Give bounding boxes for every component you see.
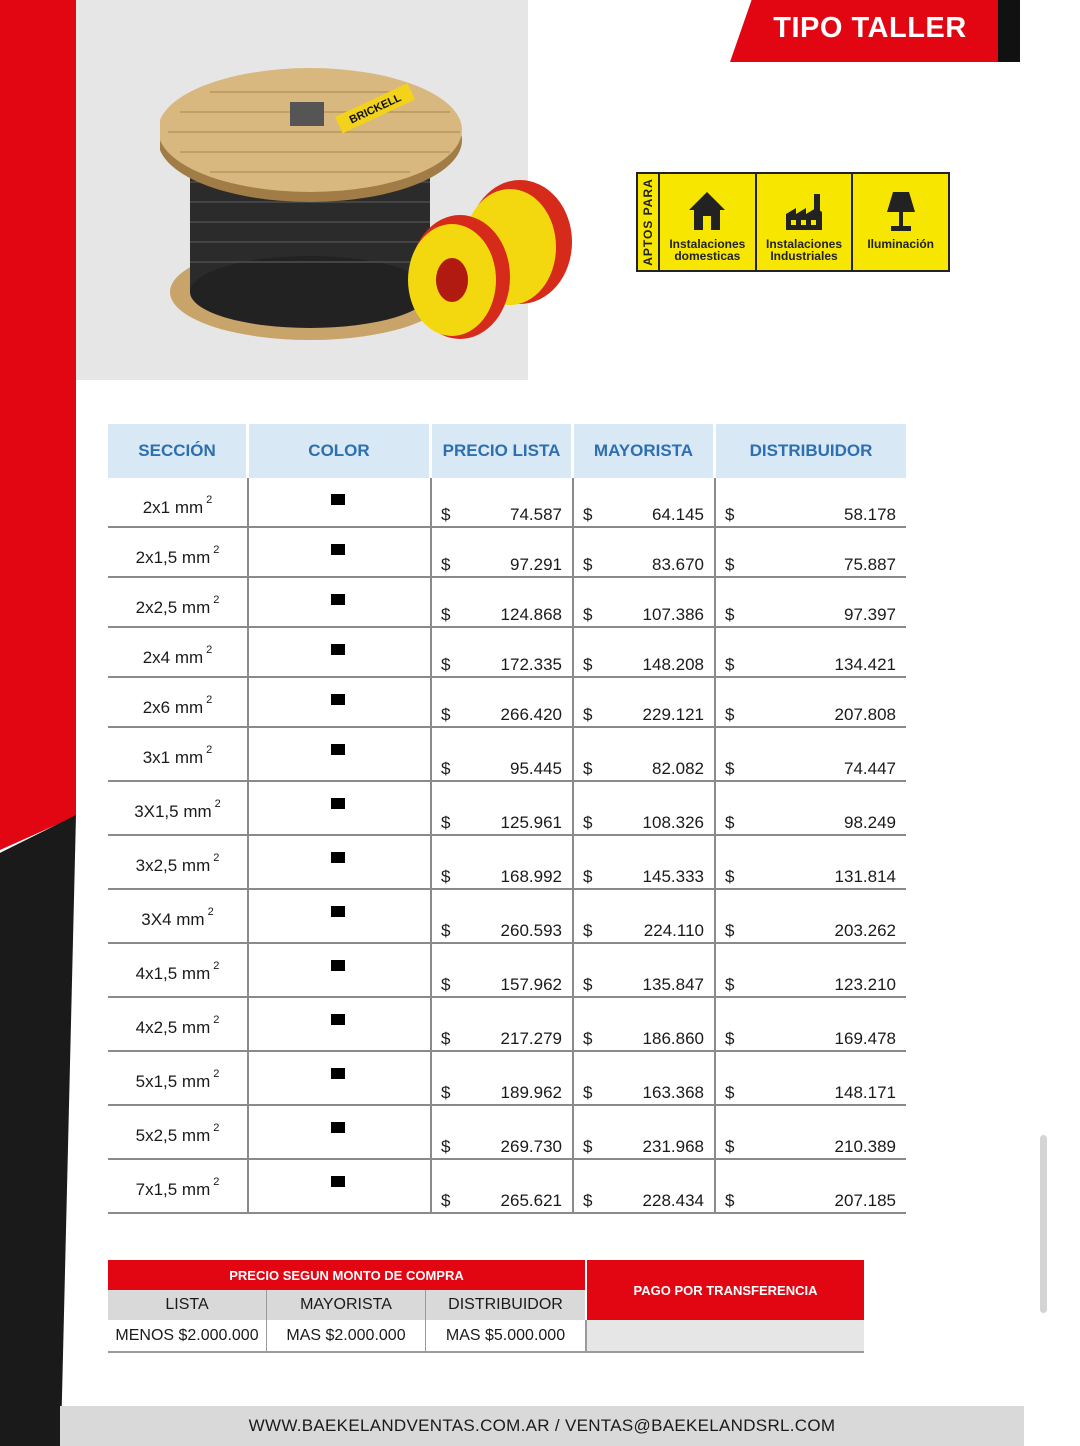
row-mayorista: $ 229.121 <box>574 678 716 726</box>
row-mayorista: $ 145.333 <box>574 836 716 888</box>
table-row <box>108 528 906 578</box>
row-distribuidor: $ 97.397 <box>725 605 896 624</box>
table-row <box>108 1160 906 1214</box>
row-distribuidor: $ 134.421 <box>725 655 896 674</box>
color-swatch-black <box>331 644 345 655</box>
color-swatch-black <box>331 852 345 863</box>
table-row <box>108 578 906 628</box>
color-swatch-black <box>331 1014 345 1025</box>
price-table <box>108 424 906 1214</box>
color-swatch-black <box>331 1068 345 1079</box>
row-color <box>249 678 432 726</box>
svg-text:BRICKELL: BRICKELL <box>347 91 404 127</box>
row-mayorista: $ 64.145 <box>574 478 716 526</box>
color-swatch-black <box>331 960 345 971</box>
compra-col-mayorista: MAYORISTA <box>267 1290 426 1320</box>
row-distribuidor: $ 210.389 <box>725 1137 896 1156</box>
row-seccion: 2x1,5 mm $^2$ <box>108 528 249 576</box>
color-swatch-black <box>331 544 345 555</box>
color-swatch-black <box>331 906 345 917</box>
row-color <box>249 528 432 576</box>
row-mayorista: $ 231.968 <box>574 1106 716 1158</box>
table-row <box>108 782 906 836</box>
row-mayorista: $ 135.847 <box>574 944 716 996</box>
row-color <box>249 836 432 888</box>
row-distribuidor: $ 207.808 <box>725 705 896 724</box>
header-color: COLOR <box>249 424 432 478</box>
row-seccion: 2x4 mm $^2$ <box>108 628 249 676</box>
row-distribuidor: $ 123.210 <box>725 975 896 994</box>
row-seccion: 3X4 mm $^2$ <box>108 890 249 942</box>
table-row <box>108 478 906 528</box>
row-precio-lista: $ 189.962 <box>432 1052 574 1104</box>
table-row <box>108 1052 906 1106</box>
row-mayorista: $ 107.386 <box>574 578 716 626</box>
row-precio-lista: $ 265.621 <box>432 1160 574 1212</box>
row-precio-lista: $ 266.420 <box>432 678 574 726</box>
row-distribuidor: $ 203.262 <box>725 921 896 940</box>
row-mayorista: $ 82.082 <box>574 728 716 780</box>
apto-iluminacion: Iluminación <box>853 174 948 270</box>
row-distribuidor: $ 58.178 <box>725 505 896 524</box>
apto-domesticas: Instalaciones domesticas <box>660 174 757 270</box>
row-seccion: 2x6 mm $^2$ <box>108 678 249 726</box>
table-row <box>108 890 906 944</box>
row-color <box>249 944 432 996</box>
factory-icon <box>782 188 826 236</box>
row-seccion: 3X1,5 mm $^2$ <box>108 782 249 834</box>
row-seccion: 3x2,5 mm $^2$ <box>108 836 249 888</box>
color-swatch-black <box>331 1176 345 1187</box>
table-row <box>108 998 906 1052</box>
row-precio-lista: $ 217.279 <box>432 998 574 1050</box>
lamp-icon <box>879 188 923 236</box>
row-color <box>249 998 432 1050</box>
compra-value-distribuidor: MAS $5.000.000 <box>445 1326 566 1344</box>
compra-table <box>108 1260 864 1353</box>
row-seccion: 3x1 mm $^2$ <box>108 728 249 780</box>
row-color <box>249 728 432 780</box>
row-distribuidor: $ 75.887 <box>725 555 896 574</box>
row-precio-lista: $ 125.961 <box>432 782 574 834</box>
compra-values <box>108 1320 585 1353</box>
row-mayorista: $ 108.326 <box>574 782 716 834</box>
table-row <box>108 1106 906 1160</box>
row-distribuidor: $ 169.478 <box>725 1029 896 1048</box>
table-row <box>108 836 906 890</box>
header-mayorista: MAYORISTA <box>574 424 716 478</box>
house-icon <box>685 188 729 236</box>
color-swatch-black <box>331 694 345 705</box>
cable-spool-image <box>160 62 580 352</box>
compra-title: PRECIO SEGUN MONTO DE COMPRA <box>108 1260 585 1290</box>
row-color <box>249 578 432 626</box>
color-swatch-black <box>331 744 345 755</box>
row-color <box>249 1160 432 1212</box>
row-color <box>249 478 432 526</box>
scrollbar[interactable] <box>1040 1135 1047 1313</box>
row-precio-lista: $ 74.587 <box>432 478 574 526</box>
left-stripe-red <box>0 0 76 850</box>
row-seccion: 5x2,5 mm $^2$ <box>108 1106 249 1158</box>
row-precio-lista: $ 157.962 <box>432 944 574 996</box>
row-precio-lista: $ 269.730 <box>432 1106 574 1158</box>
row-mayorista: $ 163.368 <box>574 1052 716 1104</box>
table-row <box>108 628 906 678</box>
row-seccion: 4x2,5 mm $^2$ <box>108 998 249 1050</box>
row-precio-lista: $ 260.593 <box>432 890 574 942</box>
row-mayorista: $ 148.208 <box>574 628 716 676</box>
row-distribuidor: $ 131.814 <box>725 867 896 886</box>
aptos-para-box <box>636 172 950 272</box>
row-color <box>249 1052 432 1104</box>
row-seccion: 2x2,5 mm $^2$ <box>108 578 249 626</box>
row-precio-lista: $ 97.291 <box>432 528 574 576</box>
price-table-header <box>108 424 906 478</box>
compra-value-lista: MENOS $2.000.000 <box>108 1320 267 1351</box>
left-stripe <box>0 0 60 1446</box>
row-precio-lista: $ 168.992 <box>432 836 574 888</box>
color-swatch-black <box>331 494 345 505</box>
apto-industriales: Instalaciones Industriales <box>757 174 854 270</box>
color-swatch-black <box>331 798 345 809</box>
footer-contact[interactable]: WWW.BAEKELANDVENTAS.COM.AR / VENTAS@BAEKELANDSRL.COM <box>60 1406 1024 1446</box>
header-precio-lista: PRECIO LISTA <box>432 424 574 478</box>
row-precio-lista: $ 172.335 <box>432 628 574 676</box>
row-seccion: 2x1 mm $^2$ <box>108 478 249 526</box>
compra-value-mayorista: MAS $2.000.000 <box>267 1320 426 1351</box>
row-precio-lista: $ 95.445 <box>432 728 574 780</box>
color-swatch-black <box>331 594 345 605</box>
color-swatch-black <box>331 1122 345 1133</box>
pago-transferencia-value <box>585 1320 864 1353</box>
compra-col-distribuidor: DISTRIBUIDOR <box>448 1296 563 1313</box>
row-mayorista: $ 224.110 <box>574 890 716 942</box>
compra-columns <box>108 1290 585 1320</box>
left-stripe-black <box>0 815 76 1446</box>
tag-label: TIPO TALLER <box>773 12 967 44</box>
row-mayorista: $ 228.434 <box>574 1160 716 1212</box>
row-mayorista: $ 186.860 <box>574 998 716 1050</box>
row-distribuidor: $ 148.171 <box>725 1083 896 1102</box>
row-color <box>249 782 432 834</box>
aptos-title: APTOS PARA <box>641 178 655 266</box>
row-mayorista: $ 83.670 <box>574 528 716 576</box>
row-seccion: 7x1,5 mm $^2$ <box>108 1160 249 1212</box>
table-row <box>108 678 906 728</box>
row-distribuidor: $ 207.185 <box>725 1191 896 1210</box>
row-color <box>249 628 432 676</box>
row-distribuidor: $ 74.447 <box>725 759 896 778</box>
compra-col-lista: LISTA <box>108 1290 267 1320</box>
row-distribuidor: $ 98.249 <box>725 813 896 832</box>
table-row <box>108 944 906 998</box>
row-color <box>249 890 432 942</box>
row-precio-lista: $ 124.868 <box>432 578 574 626</box>
pago-transferencia: PAGO POR TRANSFERENCIA <box>585 1260 864 1320</box>
table-row <box>108 728 906 782</box>
row-seccion: 4x1,5 mm $^2$ <box>108 944 249 996</box>
header-seccion: SECCIÓN <box>108 424 249 478</box>
tipo-taller-tag <box>730 0 1020 62</box>
row-color <box>249 1106 432 1158</box>
header-distribuidor: DISTRIBUIDOR <box>749 441 873 460</box>
price-table-body <box>108 478 906 1214</box>
row-seccion: 5x1,5 mm $^2$ <box>108 1052 249 1104</box>
